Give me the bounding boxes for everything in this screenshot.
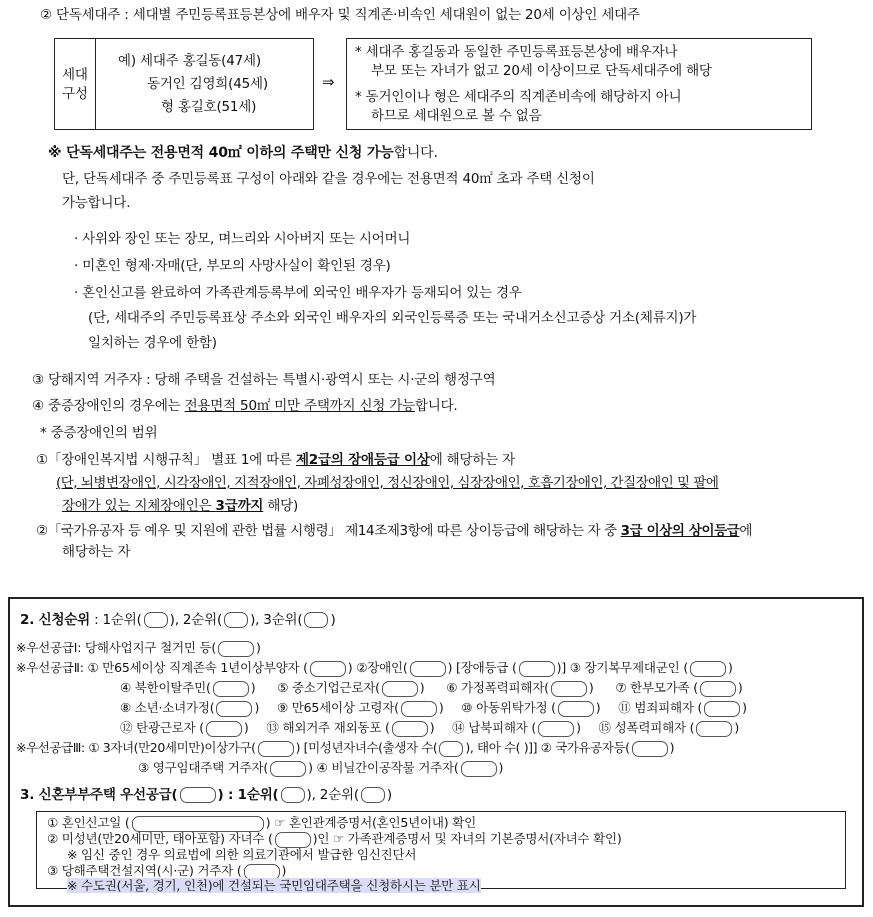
priority-supply-3-row: ③ 영구임대주택 거주자( ) ④ 비닐간이공작물 거주자( ) [138,760,504,775]
arrow-icon: ⇒ [322,73,335,91]
rank-2-field[interactable] [361,787,385,803]
metro-note: ※ 수도권(서울, 경기, 인천)에 건설되는 국민임대주택을 신청하시는 분만 표시 [67,878,481,893]
household-example-box [54,38,314,130]
field-oval[interactable] [206,721,242,737]
newlywed-field[interactable] [180,787,216,803]
evictee-field[interactable] [218,641,254,657]
note-line: 부모 또는 자녀가 없고 20세 이상이므로 단독세대주에 해당 [371,63,712,79]
note-line: 하므로 세대원으로 볼 수 없음 [371,108,542,124]
field-oval[interactable] [213,681,249,697]
rule-exception: 단, 단독세대주 중 주민등록표 구성이 아래와 같을 경우에는 전용면적 40㎡ 초과 주택 신청이 [62,171,595,187]
rank-1-field[interactable] [281,787,305,803]
example-line: 형 홍길호(51세) [161,99,257,115]
rank-1-field[interactable] [144,612,168,628]
rank-3-field[interactable] [304,612,328,628]
rule-exception: 가능합니다. [62,195,131,211]
section-4: ④ 중증장애인의 경우에는 전용면적 50㎡ 미만 주택까지 신청 가능합니다. [32,398,458,414]
marriage-date-row: ① 혼인신고일 ( ) ☞ 혼인관계증명서(혼인5년이내) 확인 [47,815,476,830]
field-oval[interactable] [401,701,437,717]
bullet-item: · 미혼인 형제·자매(단, 부모의 사망사실이 확인된 경우) [74,258,391,274]
field-oval[interactable] [461,761,497,777]
field-oval[interactable] [382,681,418,697]
field-oval[interactable] [632,741,668,757]
priority-supply-2-row: ⑧ 소년·소녀가정( ) ⑨ 만65세이상 고령자( ) ⑩ 아동위탁가정 ( ) ⑪ 범죄피해자 ( ) [120,700,747,715]
field-oval[interactable] [410,661,446,677]
field-oval[interactable] [439,741,463,757]
section-2-title: ② 단독세대주 : 세대별 주민등록표등본상에 배우자 및 직계존·비속인 세대원이 없는 20세 이상인 세대주 [40,7,640,23]
priority-row: 2. 신청순위 : 1순위( ), 2순위( ), 3순위( ) [20,612,336,628]
bullet-note: (단, 세대주의 주민등록표상 주소와 외국인 배우자의 외국인등록증 또는 국내거소신고증상 거소(체류지)가 [88,310,697,326]
box-label: 구성 [62,86,88,102]
field-oval[interactable] [270,761,306,777]
field-oval[interactable] [700,681,736,697]
field-oval[interactable] [310,661,346,677]
criterion-1-note: 장애가 있는 지체장애인은 3급까지 해당) [62,498,299,514]
pregnancy-note: ※ 임신 중인 경우 의료법에 의한 의료기관에서 발급한 임신진단서 [67,847,417,862]
field-oval[interactable] [690,661,726,677]
rank-2-field[interactable] [224,612,248,628]
field-oval[interactable] [558,701,594,717]
field-oval[interactable] [704,701,740,717]
field-oval[interactable] [551,681,587,697]
criterion-1-note: (단, 뇌병변장애인, 시각장애인, 지적장애인, 자폐성장애인, 정신장애인, 심장장애인, 호흡기장애인, 간질장애인 및 팔에 [56,475,719,491]
field-oval[interactable] [258,741,294,757]
disability-scope: * 중증장애인의 범위 [40,425,158,441]
criterion-1: ①「장애인복지법 시행규칙」 별표 1에 따른 제2급의 장애등급 이상에 해당하는 자 [36,452,515,468]
field-oval[interactable] [519,661,555,677]
bullet-note: 일치하는 경우에 한함) [88,335,217,351]
field-oval[interactable] [696,721,732,737]
resident-row: ③ 당해주택건설지역(시·군) 거주자 ( ) [47,863,287,878]
box-label: 세대 [62,67,88,83]
explanation-box [346,38,812,130]
children-row: ② 미성년(만20세미만, 태아포함) 자녀수 ( )인 ☞ 가족관계증명서 및 자녀의 기본증명서(자녀수 확인) [47,831,622,846]
priority-supply-1: ※우선공급Ⅰ: 당해사업지구 철거민 등( ) [16,640,261,655]
newlywed-row: 3. 신혼부부주택 우선공급( ) : 1순위( ), 2순위( ) [20,787,392,803]
criterion-2: ②「국가유공자 등 예우 및 지원에 관한 법률 시행령」 제14조제3항에 따른 상이등급에 해당하는 자 중 3급 이상의 상이등급에 [36,523,753,539]
bullet-item: · 사위와 장인 또는 장모, 며느리와 시아버지 또는 시어머니 [74,231,411,247]
note-line: * 세대주 홍길동과 동일한 주민등록표등본상에 배우자나 [355,44,678,60]
field-oval[interactable] [538,721,574,737]
priority-supply-2-row: ⑫ 탄광근로자 ( ) ⑬ 해외거주 재외동포 ( ) ⑭ 납북피해자 ( ) ⑮ 성폭력피해자 ( ) [120,720,739,735]
note-line: * 동거인이나 형은 세대주의 직계존비속에 해당하지 아니 [355,89,682,105]
newlywed-detail-box [36,811,846,893]
field-oval[interactable] [392,721,428,737]
section-3: ③ 당해지역 거주자 : 당해 주택을 건설하는 특별시·광역시 또는 시·군의 행정구역 [32,372,496,388]
priority-supply-2-row: ④ 북한이탈주민( ) ⑤ 중소기업근로자( ) ⑥ 가정폭력피해자( ) ⑦ 한부모가족 ( ) [120,680,743,695]
priority-supply-2: ※우선공급Ⅱ: ① 만65세이상 직계존속 1년이상부양자 ( ) ②장애인( ) [장애등급 ( )] ③ 장기복무제대군인 ( ) [16,660,733,675]
criterion-2: 해당하는 자 [62,544,131,560]
application-form-box [8,597,864,907]
priority-supply-3: ※우선공급Ⅲ: ① 3자녀(만20세미만)이상가구( ) [미성년자녀수(출생자 수( ), 태아 수( )]] ② 국가유공자등( ) [16,740,675,755]
example-line: 예) 세대주 홍길동(47세) [118,53,261,69]
bullet-item: · 혼인신고를 완료하여 가족관계등록부에 외국인 배우자가 등재되어 있는 경우 [74,285,522,301]
example-line: 동거인 김영희(45세) [147,76,268,92]
single-household-rule: ※ 단독세대주는 전용면적 40㎡ 이하의 주택만 신청 가능합니다. [48,145,438,161]
field-oval[interactable] [216,701,252,717]
